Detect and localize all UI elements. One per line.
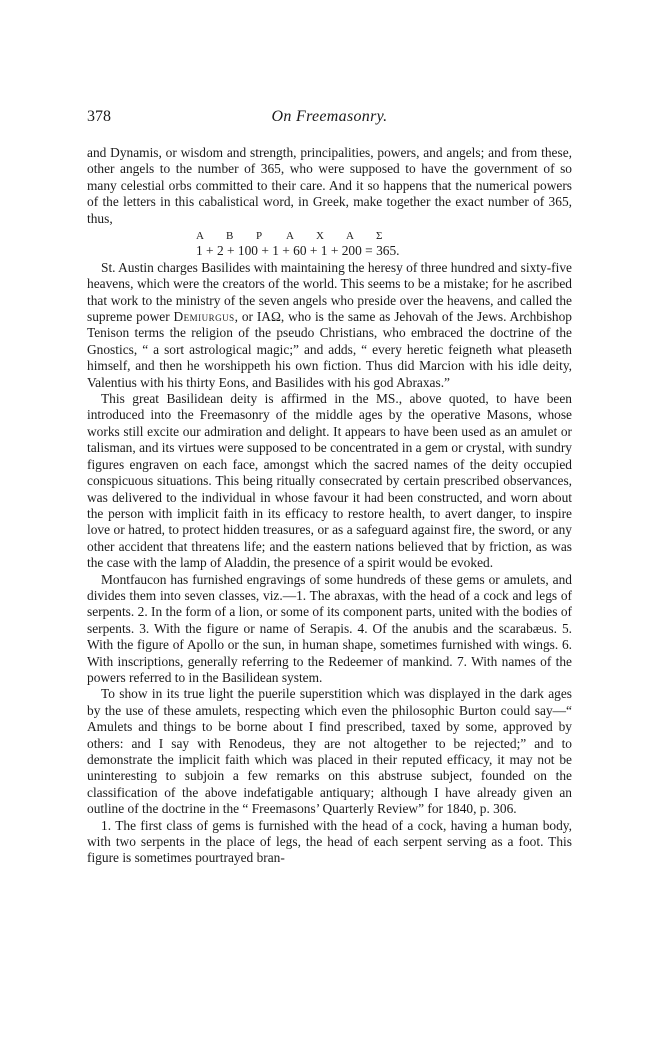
greek-letter: Α — [286, 230, 295, 243]
page-body — [87, 145, 572, 867]
book-page — [87, 108, 572, 867]
page-header — [87, 108, 572, 132]
demiurgus-term: Demiurgus — [173, 309, 235, 325]
running-title: On Freemasonry. — [271, 108, 388, 125]
greek-letter: Α — [346, 230, 355, 243]
page-number: 378 — [87, 108, 111, 125]
paragraph-1: and Dynamis, or wisdom and strength, principalities, powers, and angels; and from these, other angels to the number of 365, who were supposed to have the government of so many celestial orbs committed to their care. And it so happens that the numerical powers of the letters in this cabalistical word, in Greek, make together the exact number of 365, thus, — [87, 145, 572, 226]
greek-letter: Χ — [316, 230, 325, 243]
greek-letter: Α — [196, 230, 205, 243]
paragraph-3: This great Basilidean deity is affirmed in the MS., above quoted, to have been introduced into the Freemasonry of the middle ages by the operative Masons, whose works still excite our admiration and delight. It appears to have been used as an amulet or talisman, and its virtues were supposed to be concentrated in a gem or crystal, with sundry figures engraven on each face, amongst which the sacred names of the deity occupied conspicuous situations. This being ritually consecrated by certain prescribed observances, was delivered to the individual in whose favour it had been constructed, and worn about the person with implicit faith in its efficacy to restore health, to avert danger, to inspire love or hatred, to protect hidden treasures, or as a safeguard against fire, the sword, or any other accident that threatens life; and the eastern nations believed that by friction, as was the case with the lamp of Aladdin, the presence of a spirit would be evoked. — [87, 391, 572, 571]
paragraph-2-text-a: St. Austin charges Basilides with maintaining the heresy of three hundred and sixty-five heavens, which were the creators of the world. This seems to be a mistake; for he ascribed that work to the ministry of the seven angels who preside over the heavens, and called the supreme power — [87, 259, 572, 325]
greek-letter: Ρ — [256, 230, 263, 243]
greek-letter: Σ — [376, 230, 383, 243]
greek-letter: Β — [226, 230, 234, 243]
paragraph-5: To show in its true light the puerile superstition which was displayed in the dark ages by the use of these amulets, respecting which even the philosophic Burton could say—“ Amulets and things to be borne about I find prescribed, taxed by some, approved by others: and I say with Renodeus, they are not altogether to be rejected;” and to demonstrate the implicit faith which was placed in their reputed efficacy, it may not be uninteresting to subjoin a few remarks on this abstruse subject, founded on the classification of the above indefatigable antiquary; although I have already given an outline of the doctrine in the “ Freemasons’ Quarterly Review” for 1840, p. 306. — [87, 686, 572, 817]
paragraph-4: Montfaucon has furnished engravings of some hundreds of these gems or amulets, and divides them into seven classes, viz.—1. The abraxas, with the head of a cock and legs of serpents. 2. In the form of a lion, or some of its component parts, united with the bodies of serpents. 3. With the figure or name of Serapis. 4. Of the anubis and the scarabæus. 5. With the figure of Apollo or the sun, in human shape, sometimes furnished with wings. 6. With inscriptions, generally referring to the Redeemer of mankind. 7. With names of the powers referred to in the Basilidean system. — [87, 571, 572, 685]
paragraph-2-text-b: , or ΙΑΩ, who is the same as Jehovah of the Jews. Archbishop Tenison terms the religion of the pseudo Christians, who embraced the doctrine of the Gnostics, “ a sort astrological magic;” and adds, “ every heretic feigneth what pleaseth himself, and then he worshippeth his own fiction. Thus did Marcion with his idle deity, Valentius with his thirty Eons, and Basilides with his god Abraxas.” — [87, 309, 573, 390]
greek-letters-row — [87, 227, 572, 243]
paragraph-2 — [87, 260, 572, 391]
numerical-equation: 1 + 2 + 100 + 1 + 60 + 1 + 200 = 365. — [196, 243, 400, 259]
paragraph-6: 1. The first class of gems is furnished with the head of a cock, having a human body, with two serpents in the place of legs, the head of each serpent serving as a foot. This figure is sometimes pourtrayed bran- — [87, 817, 572, 866]
